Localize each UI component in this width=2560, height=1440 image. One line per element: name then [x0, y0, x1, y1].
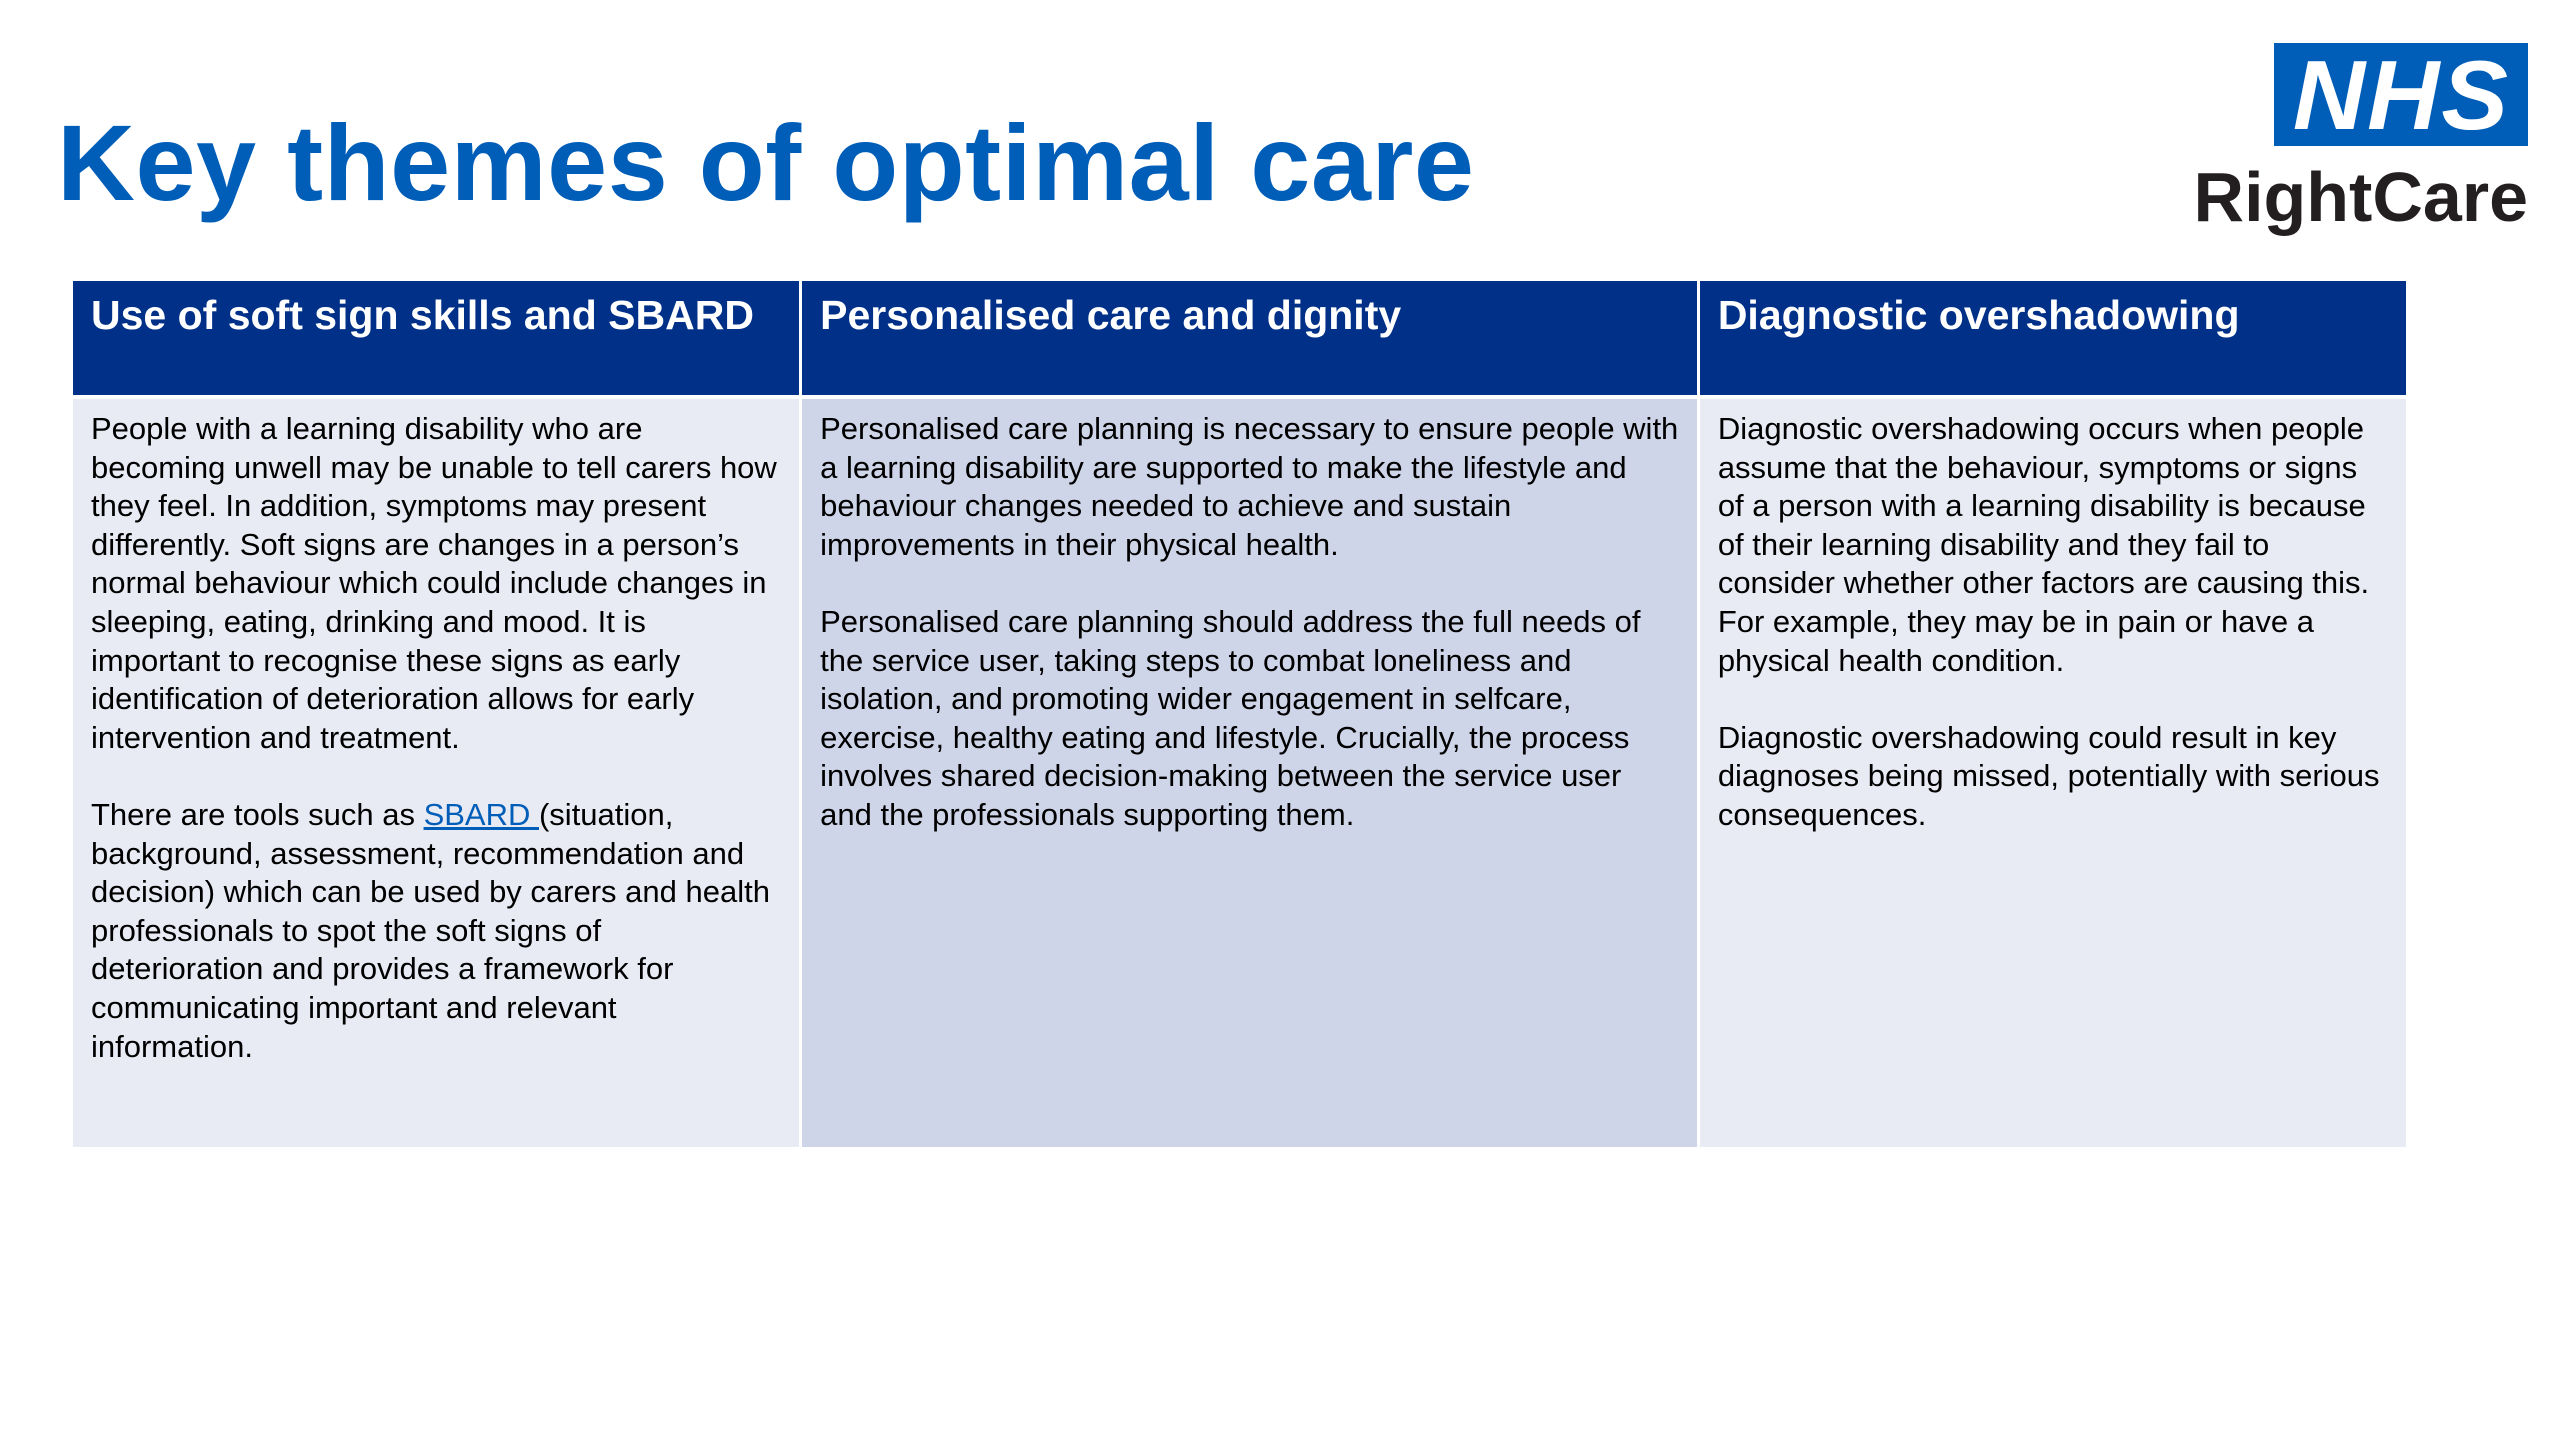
- theme-column-soft-signs: [73, 281, 799, 1147]
- nhs-logo-text: NHS: [2292, 39, 2510, 150]
- body-paragraph: [91, 796, 781, 1066]
- column-header: Personalised care and dignity: [802, 281, 1697, 399]
- body-paragraph: Diagnostic overshadowing could result in key diagnoses being missed, potentially with serious consequences.: [1717, 719, 2380, 832]
- body-paragraph: Diagnostic overshadowing occurs when people assume that the behaviour, symptoms or signs of a person with a learning disability is because of their learning disability and they fail to consider whether other factors are causing this. For example, they may be in pain or have a physical health condition.: [1717, 411, 2370, 678]
- body-paragraph: People with a learning disability who are becoming unwell may be unable to tell carers how they feel. In addition, symptoms may present differently. Soft signs are changes in a person’s normal behaviour which could include changes in sleeping, eating, drinking and mood. It is important to recognise these signs as early identification of deterioration allows for early intervention and treatment.: [91, 411, 777, 755]
- themes-table: [73, 281, 2406, 1147]
- nhs-logo-box: [2274, 39, 2528, 150]
- sbard-link[interactable]: SBARD: [423, 796, 539, 832]
- paragraph-text: (situation, background, assessment, recommendation and decision) which can be used by carers and health professionals to spot the soft signs of deterioration and provides a framework for communicating important and relevant information.: [91, 796, 770, 1064]
- nhs-rightcare-logo: [2193, 39, 2531, 245]
- column-header: Use of soft sign skills and SBARD: [73, 281, 799, 399]
- column-body: [73, 399, 799, 1147]
- rightcare-logo-text: RightCare: [2193, 158, 2528, 236]
- column-header: Diagnostic overshadowing: [1700, 281, 2406, 399]
- body-paragraph: Personalised care planning is necessary to ensure people with a learning disability are supported to make the lifestyle and behaviour changes needed to achieve and sustain improvements in their physical health.: [820, 411, 1679, 562]
- column-body: [802, 399, 1697, 1147]
- slide-title: Key themes of optimal care: [57, 102, 1475, 223]
- body-paragraph: Personalised care planning should address the full needs of the service user, taking steps to combat loneliness and isolation, and promoting wider engagement in selfcare, exercise, healthy eating and lifestyle. Crucially, the process involves shared decision-making between the service user and the professionals supporting them.: [820, 603, 1641, 832]
- paragraph-text: There are tools such as: [91, 796, 424, 832]
- column-body: [1700, 399, 2406, 1147]
- theme-column-diagnostic-overshadowing: [1697, 281, 2406, 1147]
- theme-column-personalised-care: [799, 281, 1697, 1147]
